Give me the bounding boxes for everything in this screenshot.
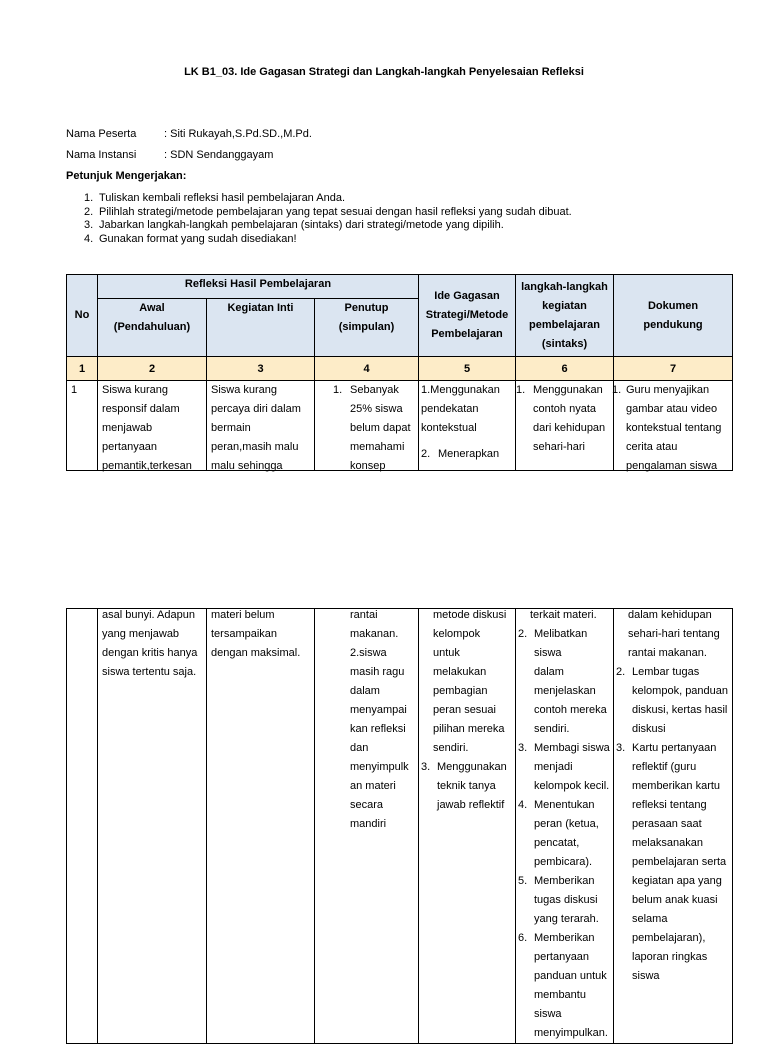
column-number: 7 [614,357,733,381]
refleksi-table [66,274,733,471]
refleksi-table-continued [66,608,733,1044]
cell-dokumen: 1. Guru menyajikan gambar atau video kontekstual tentang cerita atau pengalaman siswa [614,381,733,471]
petunjuk-item: 3. Jabarkan langkah-langkah pembelajaran (sintaks) dari strategi/metode yang dipilih. [84,219,504,231]
peserta-label: Nama Peserta [66,128,137,140]
peserta-value: : Siti Rukayah,S.Pd.SD.,M.Pd. [164,128,312,140]
column-number: 4 [315,357,419,381]
cell-ide: 1.Menggunakan pendekatan kontekstual 2. Menerapkan [419,381,516,471]
column-number-row [67,357,733,381]
cell-no: 1 [67,381,98,471]
column-number: 5 [419,357,516,381]
cell-no [67,609,98,1044]
column-number: 6 [516,357,614,381]
peserta-row [66,128,312,140]
cell-langkah: terkait materi. 2. Melibatkan siswa dalam menjelaskan contoh mereka sendiri. 3. Membagi siswa menjadi kelompok kecil. 4. Menentukan peran (ketua, pencatat, pembicara). 5. Memberikan tugas diskusi yang terarah. 6. Memberikan pertanyaan panduan untuk membantu siswa menyimpulkan. [516,609,614,1044]
header-refleksi: Refleksi Hasil Pembelajaran [98,275,419,299]
petunjuk-item-text: Tuliskan kembali refleksi hasil pembelajaran Anda. [99,192,345,204]
cell-inti: materi belum tersampaikan dengan maksimal. [207,609,315,1044]
petunjuk-item: 1. Tuliskan kembali refleksi hasil pembelajaran Anda. [84,192,345,204]
header-langkah: langkah-langkah kegiatan pembelajaran (sintaks) [516,275,614,357]
header-awal: Awal (Pendahuluan) [98,299,207,357]
petunjuk-item-text: Jabarkan langkah-langkah pembelajaran (sintaks) dari strategi/metode yang dipilih. [99,219,504,231]
cell-penutup: rantai makanan. 2.siswa masih ragu dalam menyampai kan refleksi dan menyimpulk an materi secara mandiri [315,609,419,1044]
header-ide: Ide Gagasan Strategi/Metode Pembelajaran [419,275,516,357]
page-title: LK B1_03. Ide Gagasan Strategi dan Langkah-langkah Penyelesaian Refleksi [184,66,584,78]
cell-penutup: 1. Sebanyak 25% siswa belum dapat memahami konsep [315,381,419,471]
table-row [67,381,733,471]
petunjuk-item-text: Gunakan format yang sudah disediakan! [99,232,297,245]
petunjuk-item: 2. Pilihlah strategi/metode pembelajaran yang tepat sesuai dengan hasil refleksi yang sudah dibuat. [84,205,572,218]
column-number: 2 [98,357,207,381]
instansi-row [66,149,273,161]
petunjuk-heading: Petunjuk Mengerjakan: [66,170,187,182]
column-number: 3 [207,357,315,381]
petunjuk-item-text: Pilihlah strategi/metode pembelajaran yang tepat sesuai dengan hasil refleksi yang sudah dibuat. [99,205,572,218]
column-number: 1 [67,357,98,381]
instansi-label: Nama Instansi [66,149,137,161]
cell-dokumen: dalam kehidupan sehari-hari tentang rantai makanan. 2. Lembar tugas kelompok, panduan diskusi, kertas hasil diskusi 3. Kartu pertanyaan reflektif (guru memberikan kartu refleksi tentang perasaan saat melaksanakan pembelajaran serta kegiatan apa yang belum anak kuasi selama pembelajaran), laporan ringkas siswa [614,609,733,1044]
header-penutup: Penutup (simpulan) [315,299,419,357]
petunjuk-list [84,192,572,246]
petunjuk-item: 4. Gunakan format yang sudah disediakan! [84,232,297,245]
cell-langkah: 1. Menggunakan contoh nyata dari kehidupan sehari-hari [516,381,614,471]
header-dokumen: Dokumen pendukung [614,275,733,357]
table-row [67,609,733,1044]
instansi-value: : SDN Sendanggayam [164,149,274,161]
cell-awal: Siswa kurang responsif dalam menjawab pertanyaan pemantik,terkesan [98,381,207,471]
header-no: No [67,275,98,357]
cell-inti: Siswa kurang percaya diri dalam bermain peran,masih malu malu sehingga [207,381,315,471]
cell-awal: asal bunyi. Adapun yang menjawab dengan kritis hanya siswa tertentu saja. [98,609,207,1044]
cell-ide: metode diskusi kelompok untuk melakukan pembagian peran sesuai pilihan mereka sendiri. 3. Menggunakan teknik tanya jawab reflektif [419,609,516,1044]
header-inti: Kegiatan Inti [207,299,315,357]
